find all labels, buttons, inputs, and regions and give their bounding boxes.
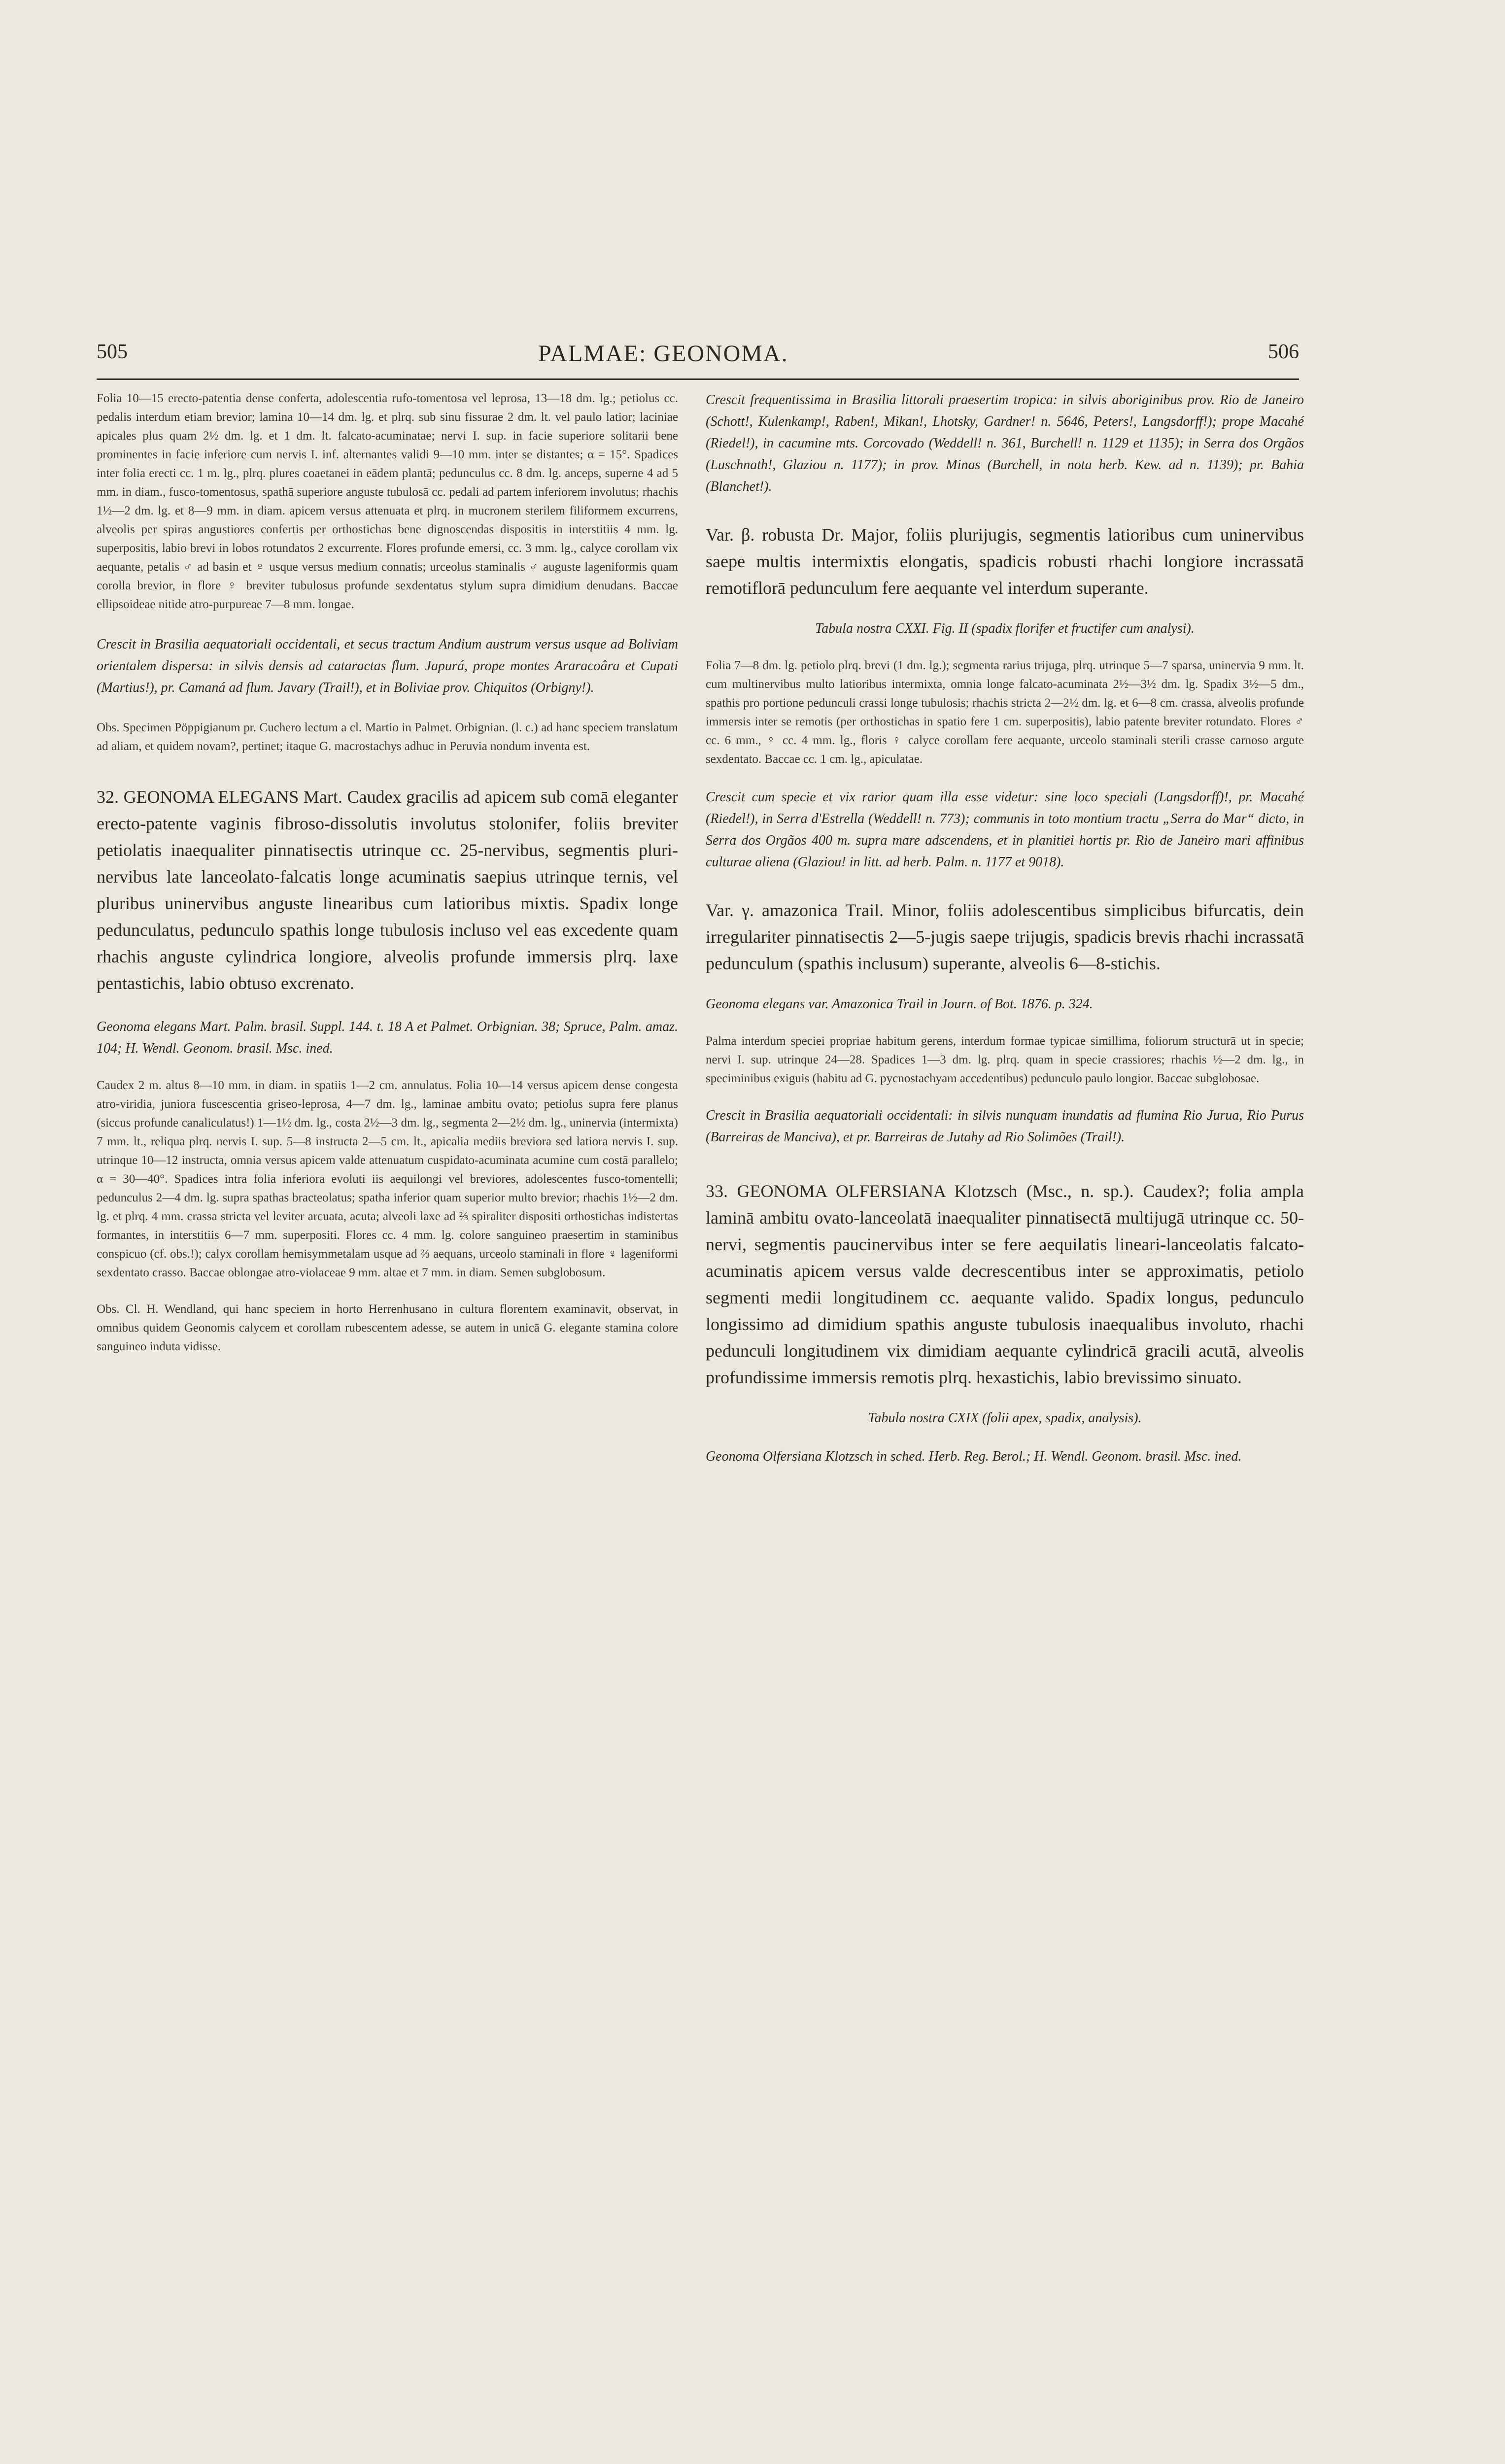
right-distribution: Crescit frequentissima in Brasilia littorali praesertim tropica: in silvis aboriginibus prov. Rio de Janeiro (Schott!, Kulenkamp!, Raben!, Mikan!, Lhotsky, Gardner! n. 5646, Peters!, Langsdorff!); prope Macahé (Riedel!), in cacumine mts. Corcovado (Weddell! n. 361, Burchell! n. 1129 et 1135); in Serra dos Orgãos (Luschnath!, Glaziou n. 1177); in prov. Minas (Burchell, in nota herb. Kew. ad n. 1139); pr. Bahia (Blanchet!). <box>706 392 1304 494</box>
variety-robusta-diagnosis: Var. β. robusta Dr. Major, foliis plurijugis, segmentis latioribus cum uninervibus saepe multis intermixtis elongatis, spadicis robusti rhachi longiore incrassatā remotiflorā pedunculum fere aequante vel interdum superante. <box>706 525 1304 598</box>
species-32-description: Caudex 2 m. altus 8—10 mm. in diam. in spatiis 1—2 cm. annulatus. Folia 10—14 versus apicem dense congesta atro-viridia, juniora fuscescentia griseo-leprosa, 4—7 dm. lg., laminae ambitu ovato; petiolus supra fere planus (siccus profunde canaliculatus!) 1—1½ dm. lg., costa 2½—3 dm. lg., segmenta 2—2½ dm. lg., uninervia (intermixta) 7 mm. lt., reliqua plrq. nervis I. sup. 5—8 instructa 2—5 cm. lt., apicalia mediis breviora sed latiora nervis I. sup. utrinque 10—12 instructa, omnia versus apicem valde attenuatum cuspidato-acuminata acumine cum costā parallelo; α = 30—40°. Spadices intra folia inferiora evoluti iis aequilongi vel breviores, adolescentes fusco-tomentelli; pedunculus 2—4 dm. lg. supra spathas bracteolatus; spatha inferior quam superior multo brevior; rhachis 1½—2 dm. lg. et plrq. 4 mm. crassa stricta vel leviter arcuata, acuta; alveoli laxe ad ⅔ spiraliter dispositi orthostichas indistertas formantes, in interstitiis 6—7 mm. superpositi. Flores cc. 4 mm. lg. colore sanguineo praesertim in staminibus conspicuo (cf. obs.!); calyx corollam hemisymmetalam usque ad ⅔ aequans, urceolo staminali in flore ♀ lageniformi sexdentato crasso. Baccae oblongae atro-violaceae 9 mm. altae et 7 mm. in diam. Semen subglobosum. <box>97 1079 678 1279</box>
variety-amazonica-description: Palma interdum speciei propriae habitum gerens, interdum formae typicae simillima, foliorum structurā ut in specie; nervi I. sup. utrinque 24—28. Spadices 1—3 dm. lg. plrq. quam in specie crassiores; rhachis ½—2 dm. lg., in speciminibus exiguis (habitu ad G. pycnostachyam accedentibus) pedunculo paulo longior. Baccae subglobosae. <box>706 1034 1304 1085</box>
variety-robusta-distribution: Crescit cum specie et vix rarior quam illa esse videtur: sine loco speciali (Langsdorff)!, pr. Macahé (Riedel!), in Serra d'Estrella (Weddell! n. 773); communis in toto montium tractu „Serra do Mar“ dicto, in Serra dos Orgãos 400 m. supra mare adscendens, et in planitiei hortis pr. Rio de Janeiro mari affinibus culturae aliena (Glaziou! in litt. ad herb. Palm. n. 1177 et 9018). <box>706 789 1304 870</box>
page-number-left: 505 <box>97 341 128 363</box>
variety-amazonica-synonymy: Geonoma elegans var. Amazonica Trail in Journ. of Bot. 1876. p. 324. <box>706 996 1093 1012</box>
species-33-plate: Tabula nostra CXIX (folii apex, spadix, analysis). <box>868 1410 1142 1426</box>
variety-amazonica-diagnosis: Var. γ. amazonica Trail. Minor, foliis adolescentibus simplicibus bifurcatis, dein irregulariter pinnatisectis 2—5-jugis saepe trijugis, spadicis brevis rhachi incrassatā pedunculum (spathis inclusum) superante, alveolis 6—8-stichis. <box>706 900 1304 973</box>
left-description-folia: Folia 10—15 erecto-patentia dense conferta, adolescentia rufo-tomentosa vel leprosa, 13—18 dm. lg.; petiolus cc. pedalis interdum etiam brevior; lamina 10—14 dm. lg. et plrq. sub sinu fissurae 2 dm. lt. vel paulo latior; laciniae apicales plus quam 2½ dm. lg. et 1 dm. lt. falcato-acuminatae; nervi I. sup. in facie superiore solitarii bene prominentes in facie inferiore cum nervis I. inf. alternantes validi 9—10 mm. inter se distantes; α = 15°. Spadices inter folia erecti cc. 1 m. lg., plrq. plures coaetanei in eādem plantā; pedunculus cc. 8 dm. lg. anceps, superne 4 ad 5 mm. in diam., fusco-tomentosus, spathā superiore anguste tubulosā cc. pedali ad partem inferiorem involutus; rhachis 1½—2 dm. lg. et 8—9 mm. in diam. apicem versus attenuata et plrq. in mucronem sterilem filiformem excurrens, alveolis per spiras angustiores confertis per orthostichas bene dignoscendas dispositis in interstitiis 4 mm. lg. superpositis, labio brevi in lobos rotundatos 2 excurrente. Flores profunde emersi, cc. 3 mm. lg., calyce corollam vix aequante, petalis ♂ ad basin et ♀ usque versus medium connatis; urceolus staminalis ♂ auguste lageniformis quam corolla brevior, in flore ♀ breviter tubulosus profunde sexdentatus stylum supra dimidium denudans. Baccae ellipsoideae nitide atro-purpureae 7—8 mm. longae. <box>97 392 678 611</box>
right-column <box>706 389 1304 1468</box>
header-rule <box>97 378 1299 380</box>
variety-amazonica-distribution: Crescit in Brasilia aequatoriali occidentali: in silvis nunquam inundatis ad flumina Rio Jurua, Rio Purus (Barreiras de Manciva), et pr. Barreiras de Jutahy ad Rio Solimões (Trail!). <box>706 1108 1304 1145</box>
species-33-diagnosis: 33. GEONOMA OLFERSIANA Klotzsch (Msc., n. sp.). Caudex?; folia ampla laminā ambitu ovato-lanceolatā inaequaliter pinnatisectā multijugā utrinque cc. 50-nervi, segmentis paucinervibus inter se fere aequilatis lineari-lanceolatis falcato-acuminatis apicem versus valde decrescentibus inter se approximatis, petiolo segmenti medii longitudinem cc. aequante valido. Spadix longus, pedunculo longissimo ad dimidium spathis anguste tubulosis inaequalibus involuto, rhachi pedunculi longitudinem vix dimidiam aequante cylindricā gracili acutā, alveolis profundissime immersis remotis plrq. hexastichis, labio brevissimo sinuato. <box>706 1181 1304 1387</box>
species-32-observation: Obs. Cl. H. Wendland, qui hanc speciem in horto Herrenhusano in cultura florentem examinavit, observat, in omnibus quidem Geonomis calycem et corollam rubescentem adesse, se autem in unicā G. elegante stamina colore sanguineo induta vidisse. <box>97 1302 678 1353</box>
left-observation: Obs. Specimen Pöppigianum pr. Cuchero lectum a cl. Martio in Palmet. Orbignian. (l. c.) ad hanc speciem translatum ad aliam, et quidem novam?, pertinet; itaque G. macrostachys adhuc in Peruvia nondum inventa est. <box>97 721 678 753</box>
variety-robusta-description: Folia 7—8 dm. lg. petiolo plrq. brevi (1 dm. lg.); segmenta rarius trijuga, plrq. utrinque 5—7 sparsa, uninervia 9 mm. lt. cum multinervibus multo latioribus intermixta, omnia longe falcato-acuminata 2½—3½ dm. lg. Spadix 3½—5 dm., spathis pro portione pedunculi crassi longe tubulosis; rhachis stricta 2—2½ dm. lg. et 6—8 cm. crassa, alveolis profunde immersis inter se remotis (per orthostichas in spatio fere 1 cm. superpositis), labio patente breviter rotundato. Flores ♂ cc. 6 mm., ♀ cc. 4 mm. lg., floris ♀ calyce corollam fere aequante, urceolo staminali sterili crasse carnoso argute sexdentato. Baccae cc. 1 cm. lg., apiculatae. <box>706 659 1304 766</box>
species-32-synonymy: Geonoma elegans Mart. Palm. brasil. Suppl. 144. t. 18 A et Palmet. Orbignian. 38; Spruce, Palm. amaz. 104; H. Wendl. Geonom. brasil. Msc. ined. <box>97 1019 678 1056</box>
species-32-diagnosis: 32. GEONOMA ELEGANS Mart. Caudex gracilis ad apicem sub comā eleganter erecto-patente vaginis fibroso-dissolutis involutus stolonifer, foliis breviter petiolatis inaequaliter pinnatisectis utrinque cc. 25-nervibus, segmentis pluri-nervibus late lanceolato-falcatis longe acuminatis saepius utrinque ternis, vel pluribus uninervibus anguste linearibus cum latioribus mixtis. Spadix longe pedunculatus, pedunculo spathis longe tubulosis incluso vel eas excedente quam rhachis anguste cylindrica longiore, alveolis profunde immersis plrq. laxe pentastichis, labio obtuso excrenato. <box>97 787 678 993</box>
species-33-synonymy: Geonoma Olfersiana Klotzsch in sched. Herb. Reg. Berol.; H. Wendl. Geonom. brasil. Msc. ined. <box>706 1449 1242 1464</box>
page-number-right: 506 <box>1268 341 1299 363</box>
page-header <box>97 340 1299 375</box>
running-title: PALMAE: GEONOMA. <box>538 341 788 367</box>
left-column <box>97 389 678 1356</box>
left-distribution: Crescit in Brasilia aequatoriali occidentali, et secus tractum Andium austrum versus usque ad Boliviam orientalem dispersa: in silvis densis ad cataractas flum. Japurá, prope montes Araracoâra et Cupati (Martius!), pr. Camaná ad flum. Javary (Trail!), et in Boliviae prov. Chiquitos (Orbigny!). <box>97 637 678 695</box>
variety-robusta-plate: Tabula nostra CXXI. Fig. II (spadix florifer et fructifer cum analysi). <box>815 621 1195 636</box>
